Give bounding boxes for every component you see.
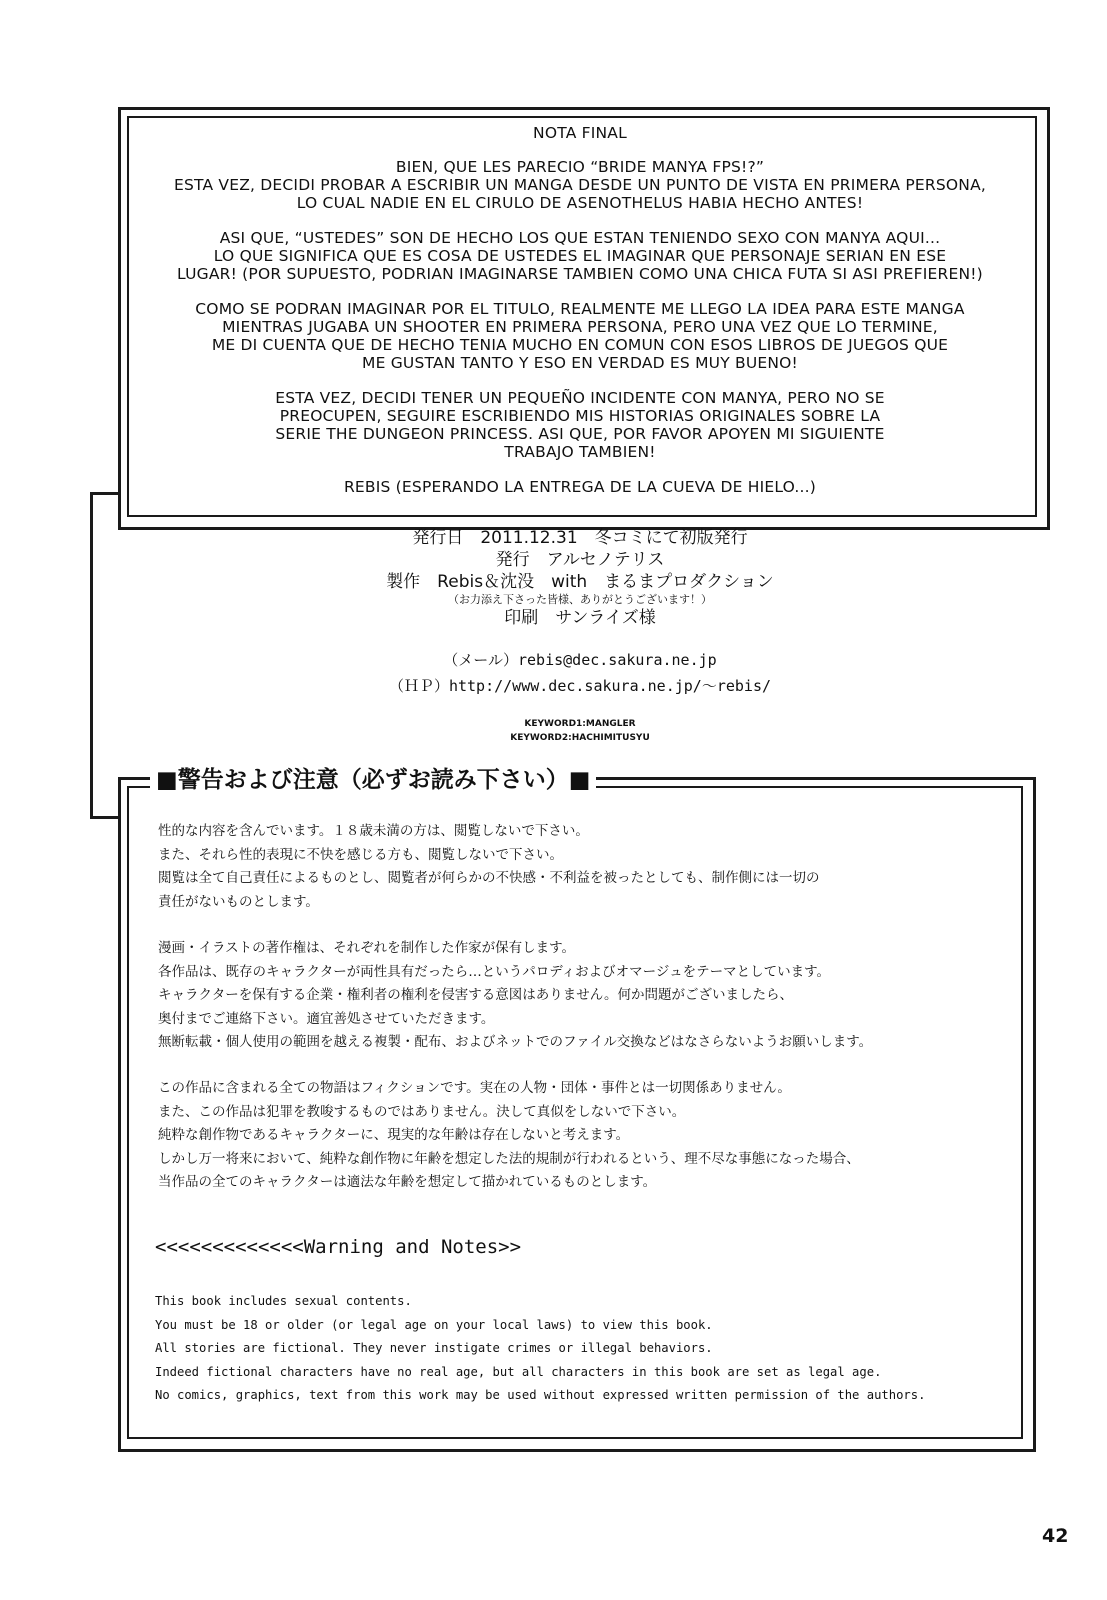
english-warning-line: No comics, graphics, text from this work may be used without expressed written permission of the authors. xyxy=(155,1388,926,1402)
note-signature: REBIS (ESPERANDO LA ENTREGA DE LA CUEVA DE HIELO...) xyxy=(343,478,817,496)
english-warning-line: You must be 18 or older (or legal age on your local laws) to view this book. xyxy=(155,1317,713,1332)
note-paragraph: ASI QUE, “USTEDES” SON DE HECHO LOS QUE ESTAN TENIENDO SEXO CON MANYA AQUI... LO QUE SIGNIFICA QUE ES COSA DE USTEDES EL IMAGINAR QUE PERSONAJE SERIAN EN ESE LUGAR! (POR SUPUESTO, PODRIAN IMAGINARSE TAMBIEN COMO UNA CHICA FUTA SI ASI PREFIEREN!) xyxy=(177,229,983,283)
note-paragraph: ESTA VEZ, DECIDI TENER UN PEQUEÑO INCIDENTE CON MANYA, PERO NO SE PREOCUPEN, SEGUIRE ESCRIBIENDO MIS HISTORIAS ORIGINALES SOBRE LA SERIE THE DUNGEON PRINCESS. ASI QUE, POR FAVOR APOYEN MI SIGUIENTE TRABAJO TAMBIEN! xyxy=(275,389,885,461)
note-title: NOTA FINAL xyxy=(533,124,627,142)
warning-jp-block-1 xyxy=(158,820,820,914)
warning-jp-line: 性的な内容を含んでいます。１８歳未満の方は、閲覧しないで下さい。 xyxy=(158,823,589,839)
english-warning-line: This book includes sexual contents. xyxy=(155,1294,412,1308)
keyword-1: KEYWORD1:MANGLER xyxy=(524,719,636,729)
colophon-publisher: 発行 アルセノテリス xyxy=(495,550,665,570)
note-paragraph: BIEN, QUE LES PARECIO “BRIDE MANYA FPS!?” ESTA VEZ, DECIDI PROBAR A ESCRIBIR UN MANGA DESDE UN PUNTO DE VISTA EN PRIMERA PERSONA, LO CUAL NADIE EN EL CIRULO DE ASENOTHELUS HABIA HECHO ANTES! xyxy=(173,158,987,212)
warning-jp-line: この作品に含まれる全ての物語はフィクションです。実在の人物・団体・事件とは一切関係ありません。 xyxy=(158,1080,791,1096)
warning-title: ■警告および注意（必ずお読み下さい）■ xyxy=(150,760,596,800)
warning-jp-line: しかし万一将来において、純粋な創作物に年齢を想定した法的規制が行われるという、理不尽な事態になった場合、 xyxy=(158,1150,860,1167)
warning-jp-block-2 xyxy=(158,937,872,1055)
warning-jp-line: 奥付までご連絡下さい。適宜善処させていただきます。 xyxy=(158,1010,495,1027)
connector-line-bottom xyxy=(90,816,120,819)
colophon-printer: 印刷 サンライズ様 xyxy=(504,608,656,628)
colophon-email: （メール）rebis@dec.sakura.ne.jp xyxy=(443,651,717,669)
english-warning-block xyxy=(155,1290,925,1408)
english-warning-heading: <<<<<<<<<<<<<Warning and Notes>> xyxy=(155,1236,522,1258)
colophon-production: 製作 Rebis＆沈没 with まるまプロダクション xyxy=(386,572,774,592)
warning-jp-line: キャラクターを保有する企業・権利者の権利を侵害する意図はありません。何か問題がございましたら、 xyxy=(158,987,794,1003)
warning-jp-line: 責任がないものとします。 xyxy=(158,893,319,910)
colophon xyxy=(240,527,920,745)
warning-jp-line: また、それら性的表現に不快を感じる方も、閲覧しないで下さい。 xyxy=(158,846,563,863)
note-section xyxy=(135,124,1025,513)
warning-jp-line: また、この作品は犯罪を教唆するものではありません。決して真似をしないで下さい。 xyxy=(158,1103,686,1120)
warning-jp-line: 無断転載・個人使用の範囲を越える複製・配布、およびネットでのファイル交換などはなさらないようお願いします。 xyxy=(158,1034,873,1050)
colophon-thanks: （お力添え下さった皆様、ありがとうございます！） xyxy=(448,593,712,606)
keyword-2: KEYWORD2:HACHIMITUSYU xyxy=(510,733,650,743)
warning-jp-line: 純粋な創作物であるキャラクターに、現実的な年齢は存在しないと考えます。 xyxy=(158,1127,630,1143)
colophon-date: 発行日 2011.12.31 冬コミにて初版発行 xyxy=(412,528,748,548)
warning-jp-line: 当作品の全てのキャラクターは適法な年齢を想定して描かれているものとします。 xyxy=(158,1174,657,1190)
warning-jp-line: 漫画・イラストの著作権は、それぞれを制作した作家が保有します。 xyxy=(158,940,576,956)
warning-jp-block-3 xyxy=(158,1077,860,1195)
warning-jp-line: 閲覧は全て自己責任によるものとし、閲覧者が何らかの不快感・不利益を被ったとしても、制作側には一切の xyxy=(158,870,820,886)
english-warning-line: All stories are fictional. They never instigate crimes or illegal behaviors. xyxy=(155,1341,713,1355)
connector-line-top xyxy=(90,492,120,495)
colophon-homepage: （ＨＰ）http://www.dec.sakura.ne.jp/～rebis/ xyxy=(388,677,772,695)
page-number: 42 xyxy=(1042,1525,1069,1547)
note-paragraph: COMO SE PODRAN IMAGINAR POR EL TITULO, REALMENTE ME LLEGO LA IDEA PARA ESTE MANGA MIENTRAS JUGABA UN SHOOTER EN PRIMERA PERSONA, PERO UNA VEZ QUE LO TERMINE, ME DI CUENTA QUE DE HECHO TENIA MUCHO EN COMUN CON ESOS LIBROS DE JUEGOS QUE ME GUSTAN TANTO Y ESO EN VERDAD ES MUY BUENO! xyxy=(195,300,965,372)
warning-jp-line: 各作品は、既存のキャラクターが両性具有だったら…というパロディおよびオマージュをテーマとしています。 xyxy=(158,963,831,980)
connector-line-vertical xyxy=(90,492,93,819)
english-warning-line: Indeed fictional characters have no real age, but all characters in this book are set as legal age. xyxy=(155,1364,882,1379)
